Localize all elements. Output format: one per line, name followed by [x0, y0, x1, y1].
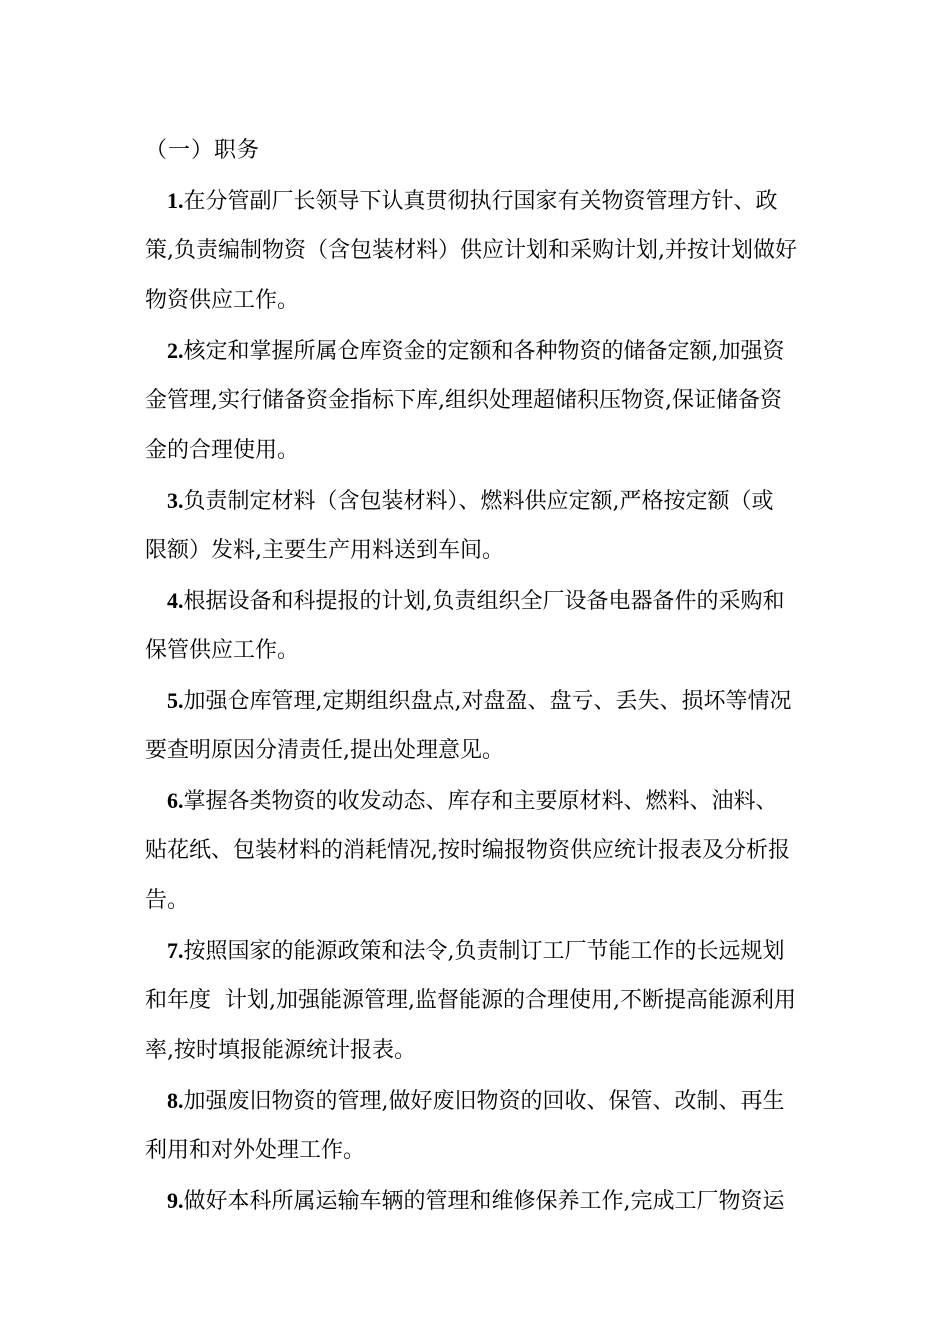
duty-item-2-line-2: 金管理,实行储备资金指标下库,组织处理超储积压物资,保证储备资 [145, 388, 782, 413]
duty-item-3-line-2: 限额）发料,主要生产用料送到车间。 [145, 538, 504, 563]
duty-item-7 [145, 926, 810, 1076]
duty-item-3 [145, 476, 810, 576]
duty-item-7-line-1: 7.按照国家的能源政策和法令,负责制订工厂节能工作的长远规划 [167, 938, 785, 964]
item-number: 9. [167, 1188, 184, 1213]
duty-item-3-line-1: 3.负责制定材料（含包装材料）、燃料供应定额,严格按定额（或 [167, 488, 774, 514]
duty-item-6-line-3: 告。 [145, 888, 190, 913]
duty-item-5-line-1: 5.加强仓库管理,定期组织盘点,对盘盈、盘亏、丢失、损坏等情况 [167, 688, 792, 714]
item-number: 2. [167, 338, 184, 363]
duty-item-9-line-1: 9.做好本科所属运输车辆的管理和维修保养工作,完成工厂物资运 [167, 1188, 785, 1214]
item-number: 3. [167, 488, 184, 513]
item-number: 7. [167, 938, 184, 963]
item-number: 8. [167, 1088, 184, 1113]
duty-item-1-line-1: 1.在分管副厂长领导下认真贯彻执行国家有关物资管理方针、政 [167, 188, 778, 214]
duty-item-7-line-3: 率,按时填报能源统计报表。 [145, 1038, 416, 1063]
duty-item-2 [145, 326, 810, 476]
duty-item-6-line-2: 贴花纸、包装材料的消耗情况,按时编报物资供应统计报表及分析报 [145, 838, 790, 863]
duty-item-5-line-2: 要查明原因分清责任,提出处理意见。 [145, 738, 504, 763]
duty-item-8-line-2: 利用和对外处理工作。 [145, 1138, 366, 1163]
duty-item-4 [145, 576, 810, 676]
duty-item-4-line-1: 4.根据设备和科提报的计划,负责组织全厂设备电器备件的采购和 [167, 588, 785, 614]
duty-item-6-line-1: 6.掌握各类物资的收发动态、库存和主要原材料、燃料、油料、 [167, 788, 778, 814]
section-heading: （一）职务 [145, 138, 261, 163]
item-number: 1. [167, 188, 184, 213]
duty-item-6 [145, 776, 810, 926]
duty-item-8 [145, 1076, 810, 1176]
duty-item-2-line-3: 金的合理使用。 [145, 438, 300, 463]
duty-item-5 [145, 676, 810, 776]
item-number: 5. [167, 688, 184, 713]
duty-item-4-line-2: 保管供应工作。 [145, 638, 300, 663]
duty-item-2-line-1: 2.核定和掌握所属仓库资金的定额和各种物资的储备定额,加强资 [167, 338, 785, 364]
duty-item-7-line-2: 和年度 计划,加强能源管理,监督能源的合理使用,不断提高能源利用 [145, 988, 796, 1013]
item-number: 4. [167, 588, 184, 613]
duty-item-1 [145, 176, 810, 326]
duty-item-1-line-3: 物资供应工作。 [145, 288, 300, 313]
item-number: 6. [167, 788, 184, 813]
duty-item-8-line-1: 8.加强废旧物资的管理,做好废旧物资的回收、保管、改制、再生 [167, 1088, 785, 1114]
duty-item-1-line-2: 策,负责编制物资（含包装材料）供应计划和采购计划,并按计划做好 [145, 238, 797, 263]
duty-item-9 [145, 1176, 810, 1226]
